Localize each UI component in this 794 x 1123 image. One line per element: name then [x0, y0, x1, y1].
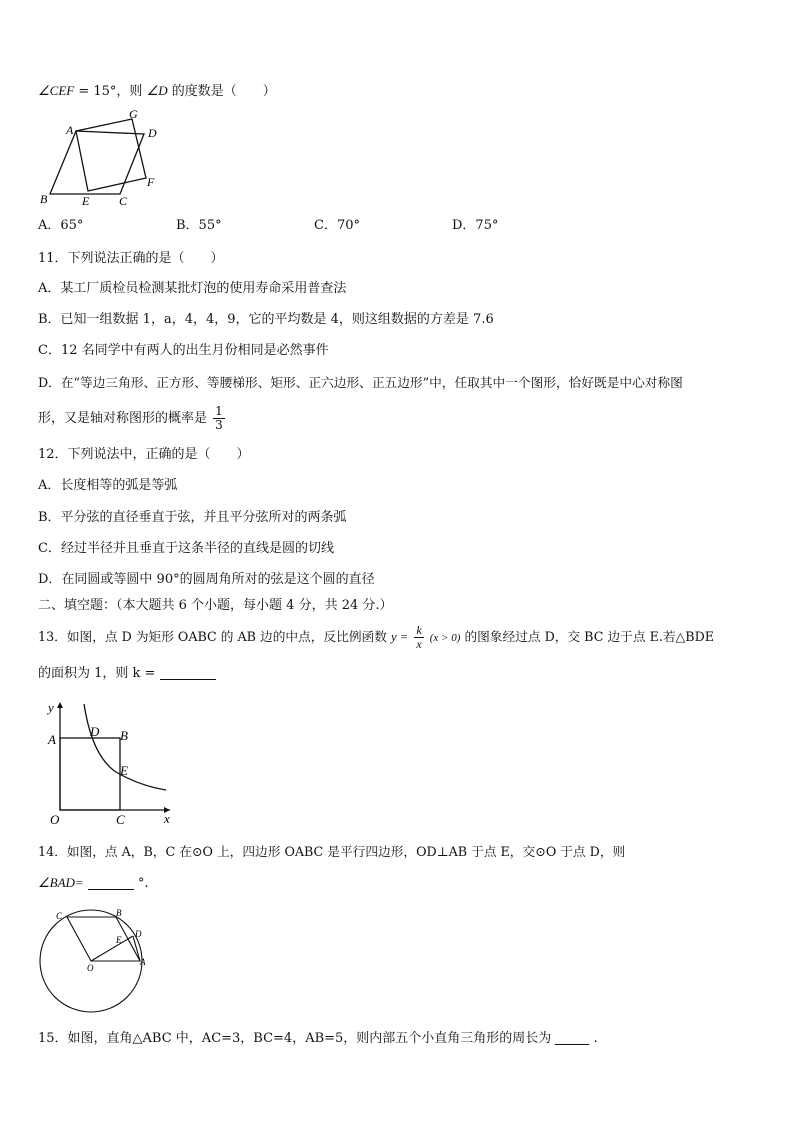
q10-label-e: E — [82, 194, 90, 208]
q13-figure — [40, 698, 180, 828]
q10-label-b: B — [40, 192, 48, 206]
q12-stem: 12．下列说法中，正确的是（ ） — [38, 447, 250, 462]
q13-func-cond: (x > 0) — [429, 632, 461, 644]
q14-figure — [36, 904, 156, 1024]
q13-answer-blank — [160, 665, 216, 680]
q13-line2 — [38, 664, 216, 684]
q13-y-arrow — [57, 702, 63, 708]
q13-func-fraction — [414, 624, 423, 651]
q11-option-a: A．某工厂质检员检测某批灯泡的使用寿命采用普查法 — [38, 281, 347, 296]
q11-option-d-text: 形，又是轴对称图形的概率是 — [38, 411, 208, 426]
q15-answer-blank — [555, 1030, 589, 1045]
q10-option-a: A．65° — [38, 218, 84, 233]
q13-label-e: E — [120, 763, 128, 778]
q10-angle-cef: ∠CEF — [38, 83, 75, 98]
q15-line — [38, 1029, 598, 1049]
q10-stem — [38, 81, 276, 102]
q14-angle: ∠BAD= — [38, 875, 84, 890]
q10-label-d: D — [148, 126, 157, 140]
q14-line1: 14．如图，点 A，B，C 在⊙O 上，四边形 OABC 是平行四边形，OD⊥AB 于点 E，交⊙O 于点 D，则 — [38, 844, 626, 859]
q10-label-g: G — [129, 108, 138, 121]
q14-answer-blank — [88, 875, 134, 890]
q13-rectangle — [60, 738, 120, 810]
section-2-heading: 二、填空题：（本大题共 6 个小题，每小题 4 分，共 24 分.） — [38, 598, 393, 613]
q13-label-x: x — [164, 811, 170, 826]
q11-fraction-den: 3 — [215, 418, 223, 432]
q14-line2 — [38, 873, 149, 894]
q13-func-den: x — [416, 637, 422, 651]
q12-option-c: C．经过半径并且垂直于这条半径的直线是圆的切线 — [38, 541, 334, 556]
q14-label-b: B — [116, 908, 122, 918]
q12-option-b: B．平分弦的直径垂直于弦，并且平分弦所对的两条弧 — [38, 510, 347, 525]
q12-option-a: A．长度相等的弧是等弧 — [38, 478, 178, 493]
q10-options — [38, 216, 498, 236]
q10-option-d: D．75° — [452, 218, 499, 233]
q13-label-y: y — [48, 700, 54, 715]
q14-label-o: O — [87, 963, 94, 973]
q10-label-a: A — [66, 123, 74, 137]
q14-line-od — [91, 936, 133, 961]
q13-line2-text: 的面积为 1，则 k = — [38, 666, 156, 681]
q10-parallelogram — [50, 131, 144, 194]
q14-label-a: A — [140, 957, 146, 967]
q10-tail: 的度数是（ ） — [171, 84, 276, 99]
q10-option-b: B．55° — [176, 218, 222, 233]
q12-option-d: D．在同圆或等圆中 90°的圆周角所对的弦是这个圆的直径 — [38, 572, 375, 587]
q15-end: . — [593, 1031, 598, 1046]
q14-line-ad — [133, 936, 140, 961]
q13-label-c: C — [116, 812, 125, 827]
q13-pre: 13．如图，点 D 为矩形 OABC 的 AB 边的中点，反比例函数 — [38, 629, 387, 644]
q10-label-c: C — [119, 194, 128, 208]
q10-angle-d: ∠D — [146, 83, 168, 98]
q13-label-a: A — [48, 732, 56, 747]
q11-option-c: C．12 名同学中有两人的出生月份相同是必然事件 — [38, 343, 329, 358]
q11-fraction-num: 1 — [215, 404, 223, 418]
q13-line1 — [38, 624, 714, 651]
q11-fraction — [213, 405, 225, 432]
q11-option-d-line2 — [38, 405, 227, 432]
q14-label-e: E — [116, 935, 122, 945]
q13-post: 的图象经过点 D，交 BC 边于点 E.若△BDE — [464, 629, 715, 644]
q15-text: 15．如图，直角△ABC 中，AC=3，BC=4，AB=5，则内部五个小直角三角形的周长为 — [38, 1031, 552, 1046]
q13-label-b: B — [120, 728, 128, 743]
q13-func-num: k — [416, 623, 422, 637]
q11-option-b: B．已知一组数据 1，a，4，4，9，它的平均数是 4，则这组数据的方差是 7.6 — [38, 312, 494, 327]
q14-tail: °. — [137, 876, 149, 891]
q14-label-d: D — [135, 929, 142, 939]
q10-figure — [36, 108, 166, 208]
q14-label-c: C — [56, 911, 63, 921]
q13-label-o: O — [50, 812, 60, 827]
q11-option-d-line1: D．在“等边三角形、正方形、等腰梯形、矩形、正六边形、正五边形”中，任取其中一个图形，恰好既是中心对称图 — [38, 375, 683, 390]
q13-func-lhs: y = — [390, 630, 409, 644]
q10-option-c: C．70° — [314, 218, 360, 233]
q10-label-f: F — [147, 175, 155, 189]
q11-stem: 11．下列说法正确的是（ ） — [38, 251, 224, 266]
q14-parallelogram — [67, 917, 140, 961]
q13-label-d: D — [90, 724, 100, 739]
q10-eq: = 15°，则 — [78, 84, 143, 99]
